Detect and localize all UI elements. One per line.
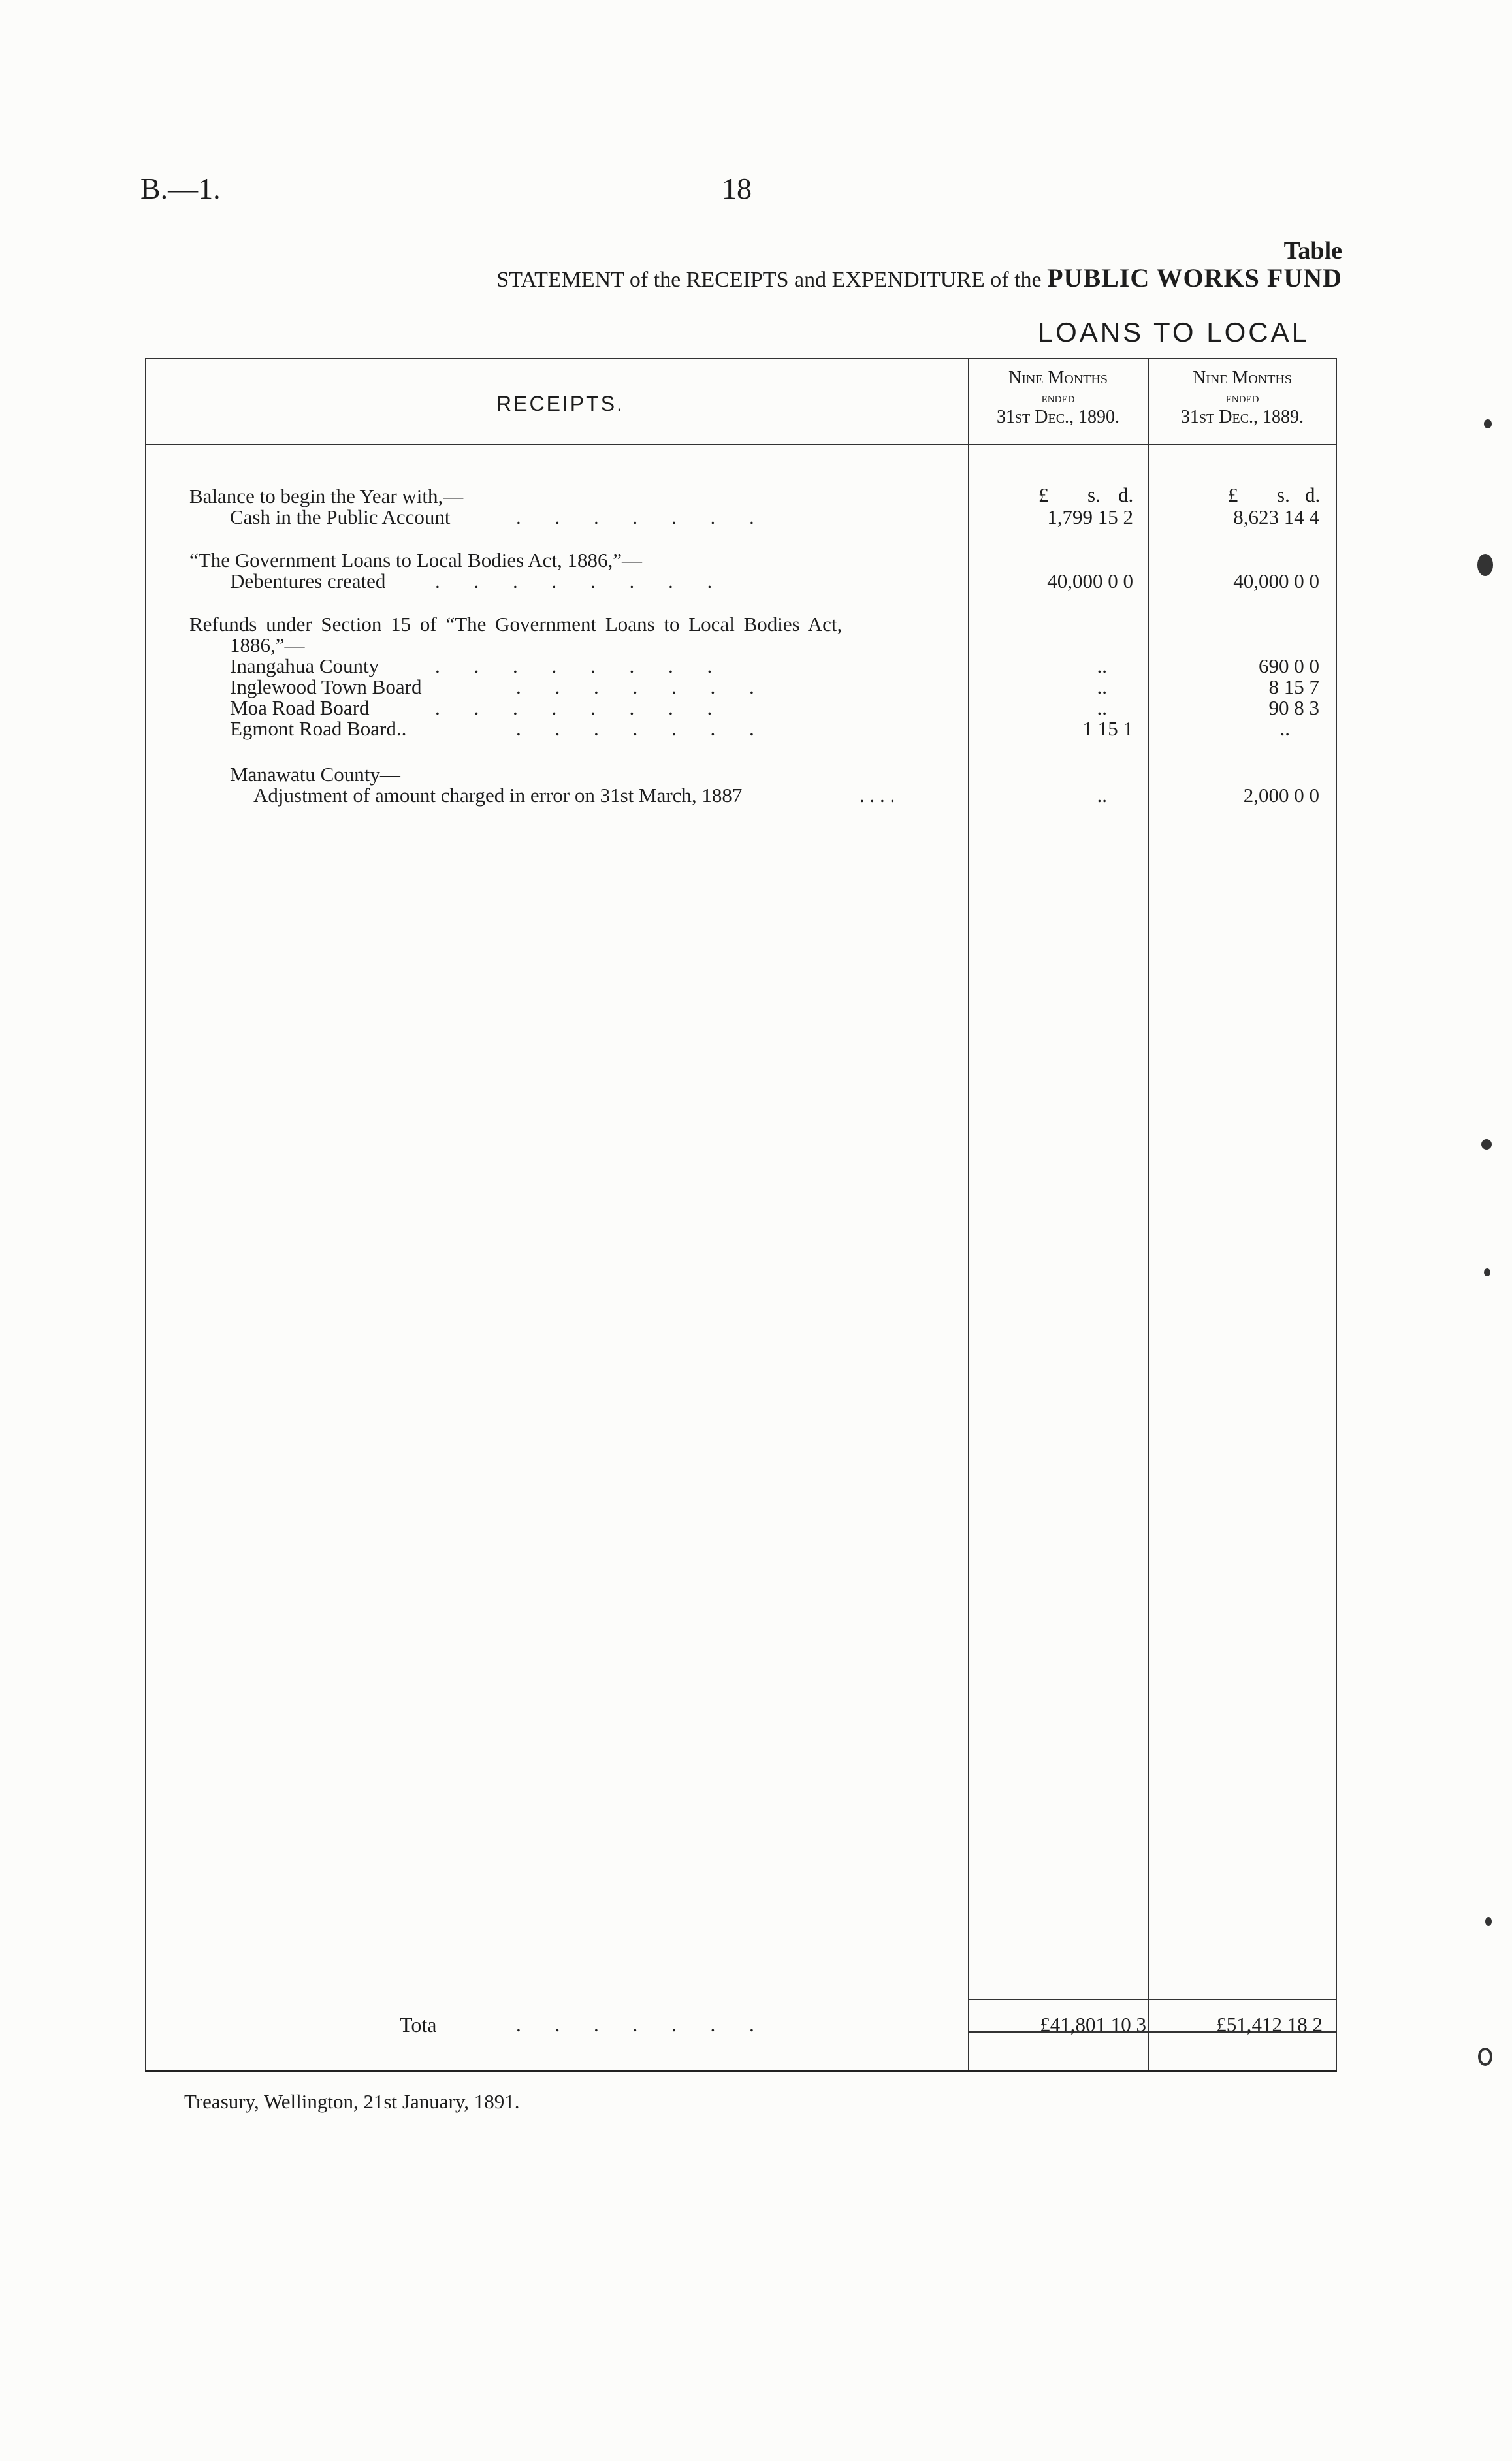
col1-line2: ended [1041, 389, 1075, 406]
row-label: Cash in the Public Account [230, 506, 451, 528]
value-1890: 40,000 0 0 [1047, 570, 1133, 592]
value-1889: 40,000 0 0 [1233, 570, 1319, 592]
scan-speck [1481, 1139, 1492, 1150]
leader-dots: . . . . . . . [516, 506, 769, 528]
statement-subtitle: LOANS TO LOCAL [1037, 317, 1310, 347]
table-left-rule [145, 359, 146, 2070]
row-label: Debentures created [230, 570, 386, 592]
value-1890: .. [1097, 784, 1107, 807]
row-label: Egmont Road Board.. [230, 717, 407, 740]
leader-dots: . . . . . . . . [435, 696, 727, 719]
scan-speck [1484, 419, 1492, 428]
row-label: Moa Road Board [230, 696, 370, 719]
col2-line3: 31st Dec., 1889. [1180, 407, 1304, 427]
row-label: Inangahua County [230, 654, 379, 677]
row-label: Adjustment of amount charged in error on 31st March, 1887 [253, 784, 743, 807]
value-1890: 1,799 15 2 [1047, 506, 1133, 528]
unit-pound-1: £ [1038, 483, 1049, 506]
leader-dots: . . . . . . . . [435, 654, 727, 677]
column-header-1890 [969, 367, 1147, 428]
total-1889: £51,412 18 2 [1216, 2013, 1323, 2036]
value-1889: .. [1279, 717, 1290, 740]
scan-speck [1477, 554, 1493, 576]
col2-line1: Nine Months [1192, 368, 1293, 388]
value-1890: .. [1097, 675, 1107, 698]
leader-dots: . . . . . . . [516, 2013, 769, 2036]
value-1890: .. [1097, 654, 1107, 677]
column-header-1889 [1150, 367, 1335, 428]
page-number: 18 [722, 172, 752, 205]
table-label: Table [1283, 237, 1342, 265]
statement-prefix: STATEMENT of the RECEIPTS and EXPENDITURE of the [496, 268, 1042, 292]
header-rule [145, 444, 1337, 445]
value-1889: 690 0 0 [1259, 654, 1319, 677]
leader-dots: . . . . . . . . [435, 570, 727, 592]
statement-fund: PUBLIC WORKS FUND [1047, 263, 1342, 293]
value-1889: 8 15 7 [1268, 675, 1319, 698]
value-1890: 1 15 1 [1082, 717, 1133, 740]
column-rule-1 [968, 359, 969, 2070]
statement-title [496, 263, 1342, 293]
scan-speck [1485, 1917, 1492, 1926]
leader-dots: . . . . . . . [516, 717, 769, 740]
total-rule-top [969, 1999, 1337, 2000]
total-1890: £41,801 10 3 [1040, 2013, 1146, 2036]
leader-dots: . . . . [860, 784, 895, 807]
leader-dots: . . . . . . . [516, 675, 769, 698]
row-label: “The Government Loans to Local Bodies Act, 1886,”— [189, 549, 643, 571]
unit-shilling-2: s. [1277, 483, 1290, 506]
unit-pound-2: £ [1228, 483, 1238, 506]
row-label: Refunds under Section 15 of “The Government Loans to Local Bodies Act, [189, 613, 843, 635]
col2-line2: ended [1225, 389, 1259, 406]
value-1889: 90 8 3 [1268, 696, 1319, 719]
scan-speck [1484, 1268, 1490, 1276]
column-rule-2 [1148, 359, 1149, 2070]
row-label: 1886,”— [230, 634, 305, 656]
document-code: B.—1. [140, 172, 221, 205]
row-label: Inglewood Town Board [230, 675, 422, 698]
unit-pence-2: d. [1305, 483, 1321, 506]
table-right-rule [1336, 359, 1337, 2070]
col1-line3: 31st Dec., 1890. [996, 407, 1120, 427]
row-label: Balance to begin the Year with,— [189, 485, 464, 507]
receipts-heading: RECEIPTS. [496, 392, 624, 415]
total-label: Tota [400, 2013, 437, 2036]
scan-speck [1478, 2048, 1492, 2066]
value-1889: 2,000 0 0 [1243, 784, 1319, 807]
unit-pence-1: d. [1118, 483, 1134, 506]
signoff: Treasury, Wellington, 21st January, 1891. [184, 2090, 520, 2113]
value-1890: .. [1097, 696, 1107, 719]
col1-line1: Nine Months [1008, 368, 1108, 388]
row-label: Manawatu County— [230, 763, 400, 786]
value-1889: 8,623 14 4 [1233, 506, 1319, 528]
unit-shilling-1: s. [1087, 483, 1101, 506]
